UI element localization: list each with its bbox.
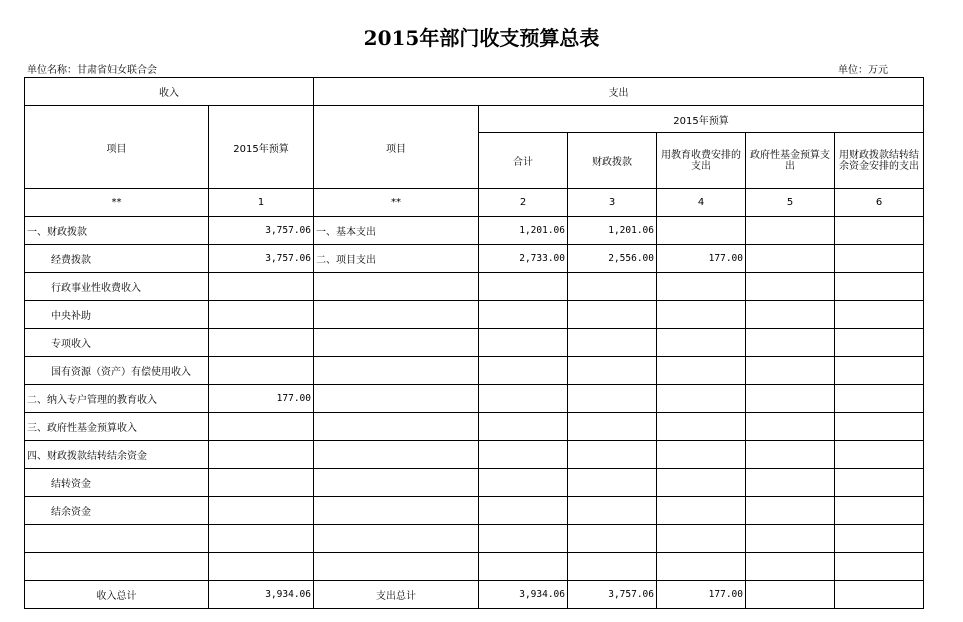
fiscal-amount-cell	[568, 553, 657, 581]
expense-header: 支出	[314, 78, 924, 106]
edu-fee-amount-cell	[657, 301, 746, 329]
gov-fund-amount-cell	[746, 469, 835, 497]
carryover-amount-cell	[835, 301, 924, 329]
gov-fund-amount-cell	[746, 385, 835, 413]
total-amount-cell	[479, 413, 568, 441]
carryover-amount-cell	[835, 553, 924, 581]
carryover-amount-cell	[835, 581, 924, 609]
income-item-cell: 结转资金	[25, 469, 209, 497]
total-amount-cell: 2	[479, 189, 568, 217]
table-row	[25, 525, 924, 553]
income-amount-cell: 3,934.06	[209, 581, 314, 609]
edu-fee-amount-cell	[657, 413, 746, 441]
income-item-cell: 一、财政拨款	[25, 217, 209, 245]
table-row	[25, 329, 924, 357]
income-header: 收入	[25, 78, 314, 106]
edu-fee-header: 用教育收费安排的支出	[657, 133, 746, 189]
total-header: 合计	[479, 133, 568, 189]
table-row	[25, 441, 924, 469]
income-amount-cell	[209, 413, 314, 441]
income-item-cell: 结余资金	[25, 497, 209, 525]
carryover-amount-cell	[835, 385, 924, 413]
carryover-amount-cell	[835, 329, 924, 357]
income-amount-cell	[209, 553, 314, 581]
income-item-cell: 收入总计	[25, 581, 209, 609]
edu-fee-amount-cell	[657, 329, 746, 357]
fiscal-amount-cell: 3,757.06	[568, 581, 657, 609]
carryover-amount-cell	[835, 525, 924, 553]
income-amount-cell	[209, 273, 314, 301]
carryover-amount-cell	[835, 469, 924, 497]
edu-fee-amount-cell	[657, 385, 746, 413]
income-item-cell: 经费拨款	[25, 245, 209, 273]
gov-fund-amount-cell	[746, 497, 835, 525]
carryover-amount-cell: 6	[835, 189, 924, 217]
gov-fund-amount-cell	[746, 217, 835, 245]
table-row	[25, 273, 924, 301]
table-row	[25, 469, 924, 497]
expense-item-cell	[314, 385, 479, 413]
income-item-cell: 专项收入	[25, 329, 209, 357]
table-row	[25, 357, 924, 385]
income-amount-cell: 3,757.06	[209, 217, 314, 245]
income-amount-cell	[209, 497, 314, 525]
fiscal-amount-cell	[568, 385, 657, 413]
income-item-cell: 二、纳入专户管理的教育收入	[25, 385, 209, 413]
expense-item-cell	[314, 525, 479, 553]
total-amount-cell	[479, 301, 568, 329]
edu-fee-amount-cell	[657, 469, 746, 497]
expense-item-cell: 一、基本支出	[314, 217, 479, 245]
expense-item-cell: 二、项目支出	[314, 245, 479, 273]
table-row	[25, 301, 924, 329]
fiscal-header: 财政拨款	[568, 133, 657, 189]
carryover-header: 用财政拨款结转结余资金安排的支出	[835, 133, 924, 189]
edu-fee-amount-cell	[657, 497, 746, 525]
expense-item-header: 项目	[314, 106, 479, 189]
edu-fee-amount-cell: 177.00	[657, 581, 746, 609]
gov-fund-amount-cell	[746, 553, 835, 581]
gov-fund-amount-cell	[746, 329, 835, 357]
total-amount-cell	[479, 385, 568, 413]
total-amount-cell	[479, 329, 568, 357]
table-row	[25, 413, 924, 441]
total-amount-cell	[479, 441, 568, 469]
table-row	[25, 497, 924, 525]
fiscal-amount-cell	[568, 413, 657, 441]
expense-item-cell	[314, 273, 479, 301]
gov-fund-amount-cell	[746, 273, 835, 301]
fiscal-amount-cell	[568, 301, 657, 329]
unit-label: 单位：万元	[838, 65, 888, 76]
income-item-cell: 三、政府性基金预算收入	[25, 413, 209, 441]
fiscal-amount-cell	[568, 469, 657, 497]
total-amount-cell	[479, 469, 568, 497]
expense-item-cell	[314, 301, 479, 329]
total-amount-cell	[479, 357, 568, 385]
fiscal-amount-cell	[568, 441, 657, 469]
fiscal-amount-cell: 3	[568, 189, 657, 217]
expense-item-cell	[314, 357, 479, 385]
table-row	[25, 553, 924, 581]
carryover-amount-cell	[835, 357, 924, 385]
gov-fund-amount-cell	[746, 525, 835, 553]
fiscal-amount-cell: 2,556.00	[568, 245, 657, 273]
expense-item-cell	[314, 441, 479, 469]
expense-item-cell	[314, 413, 479, 441]
unit-name-label: 单位名称：甘肃省妇女联合会	[27, 65, 157, 76]
edu-fee-amount-cell	[657, 553, 746, 581]
income-item-cell: 行政事业性收费收入	[25, 273, 209, 301]
budget-table	[24, 77, 924, 609]
income-item-cell	[25, 553, 209, 581]
income-item-cell: 中央补助	[25, 301, 209, 329]
income-item-cell	[25, 525, 209, 553]
fiscal-amount-cell	[568, 357, 657, 385]
table-row	[25, 245, 924, 273]
totals-row	[25, 581, 924, 609]
fiscal-amount-cell	[568, 497, 657, 525]
income-amount-cell	[209, 441, 314, 469]
carryover-amount-cell	[835, 273, 924, 301]
table-row	[25, 217, 924, 245]
edu-fee-amount-cell	[657, 357, 746, 385]
total-amount-cell	[479, 553, 568, 581]
income-item-cell: 四、财政拨款结转结余资金	[25, 441, 209, 469]
edu-fee-amount-cell	[657, 525, 746, 553]
edu-fee-amount-cell: 177.00	[657, 245, 746, 273]
income-item-cell: 国有资源（资产）有偿使用收入	[25, 357, 209, 385]
gov-fund-amount-cell	[746, 441, 835, 469]
budget-year-header: 2015年预算	[479, 106, 924, 133]
edu-fee-amount-cell: 4	[657, 189, 746, 217]
expense-item-cell	[314, 469, 479, 497]
carryover-amount-cell	[835, 497, 924, 525]
carryover-amount-cell	[835, 413, 924, 441]
carryover-amount-cell	[835, 441, 924, 469]
expense-item-cell	[314, 553, 479, 581]
total-amount-cell	[479, 273, 568, 301]
gov-fund-header: 政府性基金预算支出	[746, 133, 835, 189]
income-amount-cell	[209, 357, 314, 385]
fiscal-amount-cell	[568, 273, 657, 301]
gov-fund-amount-cell	[746, 357, 835, 385]
carryover-amount-cell	[835, 217, 924, 245]
expense-item-cell	[314, 497, 479, 525]
gov-fund-amount-cell: 5	[746, 189, 835, 217]
carryover-amount-cell	[835, 245, 924, 273]
income-amount-cell	[209, 329, 314, 357]
total-amount-cell: 3,934.06	[479, 581, 568, 609]
table-row	[25, 385, 924, 413]
expense-item-cell	[314, 329, 479, 357]
income-item-header: 项目	[25, 106, 209, 189]
fiscal-amount-cell	[568, 525, 657, 553]
edu-fee-amount-cell	[657, 217, 746, 245]
header-row-2	[25, 106, 924, 133]
income-amount-cell	[209, 301, 314, 329]
fiscal-amount-cell	[568, 329, 657, 357]
income-amount-cell	[209, 469, 314, 497]
page-title: 2015年部门收支预算总表	[363, 26, 600, 50]
income-item-cell: **	[25, 189, 209, 217]
total-amount-cell	[479, 525, 568, 553]
income-budget-header: 2015年预算	[209, 106, 314, 189]
header-row-1	[25, 78, 924, 106]
income-amount-cell: 177.00	[209, 385, 314, 413]
total-amount-cell: 1,201.06	[479, 217, 568, 245]
gov-fund-amount-cell	[746, 301, 835, 329]
gov-fund-amount-cell	[746, 245, 835, 273]
income-amount-cell	[209, 525, 314, 553]
total-amount-cell: 2,733.00	[479, 245, 568, 273]
edu-fee-amount-cell	[657, 273, 746, 301]
income-amount-cell: 3,757.06	[209, 245, 314, 273]
gov-fund-amount-cell	[746, 413, 835, 441]
expense-item-cell: 支出总计	[314, 581, 479, 609]
expense-item-cell: **	[314, 189, 479, 217]
edu-fee-amount-cell	[657, 441, 746, 469]
fiscal-amount-cell: 1,201.06	[568, 217, 657, 245]
code-row	[25, 189, 924, 217]
total-amount-cell	[479, 497, 568, 525]
income-amount-cell: 1	[209, 189, 314, 217]
gov-fund-amount-cell	[746, 581, 835, 609]
